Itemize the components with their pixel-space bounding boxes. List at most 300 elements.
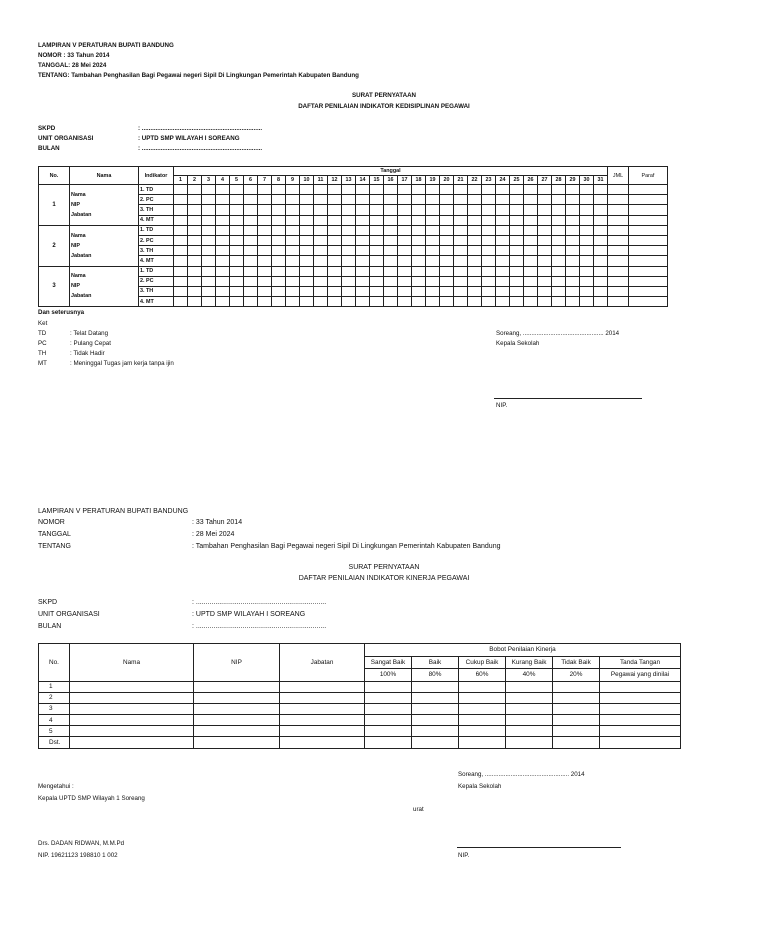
entry-cell[interactable] (384, 256, 398, 266)
entry-cell[interactable] (608, 195, 629, 205)
entry-cell[interactable] (342, 185, 356, 195)
entry-cell[interactable] (440, 195, 454, 205)
entry-cell[interactable] (629, 185, 668, 195)
entry-cell[interactable] (482, 225, 496, 235)
entry-cell[interactable] (216, 297, 230, 307)
entry-cell[interactable] (300, 297, 314, 307)
entry-cell[interactable] (468, 215, 482, 225)
entry-cell[interactable] (524, 215, 538, 225)
entry-cell[interactable] (412, 266, 426, 276)
entry-cell[interactable] (552, 185, 566, 195)
entry-cell[interactable] (629, 235, 668, 245)
entry-cell[interactable] (272, 235, 286, 245)
entry-cell[interactable] (580, 297, 594, 307)
entry-cell[interactable] (230, 256, 244, 266)
entry-cell[interactable] (286, 266, 300, 276)
entry-cell[interactable] (202, 235, 216, 245)
entry-cell[interactable] (552, 246, 566, 256)
entry-cell[interactable] (258, 235, 272, 245)
entry-cell[interactable] (244, 256, 258, 266)
entry-cell[interactable] (468, 256, 482, 266)
entry-cell[interactable] (272, 205, 286, 215)
entry-cell[interactable] (580, 205, 594, 215)
entry-cell[interactable] (370, 276, 384, 286)
entry-cell[interactable] (468, 297, 482, 307)
entry-cell[interactable] (314, 256, 328, 266)
entry-cell[interactable] (216, 225, 230, 235)
entry-cell[interactable] (230, 297, 244, 307)
entry-cell[interactable] (496, 215, 510, 225)
entry-cell[interactable] (412, 215, 426, 225)
entry-cell[interactable] (608, 256, 629, 266)
entry-cell[interactable] (552, 256, 566, 266)
entry-cell[interactable] (342, 266, 356, 276)
entry-cell[interactable] (608, 225, 629, 235)
entry-cell[interactable] (553, 692, 600, 703)
entry-cell[interactable] (328, 266, 342, 276)
entry-cell[interactable] (384, 276, 398, 286)
entry-cell[interactable] (258, 195, 272, 205)
entry-cell[interactable] (468, 276, 482, 286)
entry-cell[interactable] (342, 286, 356, 296)
entry-cell[interactable] (300, 276, 314, 286)
entry-cell[interactable] (594, 256, 608, 266)
entry-cell[interactable] (384, 266, 398, 276)
entry-cell[interactable] (258, 276, 272, 286)
entry-cell[interactable] (174, 256, 188, 266)
entry-cell[interactable] (272, 286, 286, 296)
entry-cell[interactable] (538, 235, 552, 245)
entry-cell[interactable] (398, 195, 412, 205)
entry-cell[interactable] (412, 692, 459, 703)
entry-cell[interactable] (496, 276, 510, 286)
entry-cell[interactable] (174, 297, 188, 307)
entry-cell[interactable] (629, 276, 668, 286)
entry-cell[interactable] (552, 215, 566, 225)
entry-cell[interactable] (412, 737, 459, 748)
entry-cell[interactable] (538, 246, 552, 256)
entry-cell[interactable] (594, 297, 608, 307)
entry-cell[interactable] (566, 297, 580, 307)
entry-cell[interactable] (202, 246, 216, 256)
entry-cell[interactable] (398, 215, 412, 225)
entry-cell[interactable] (524, 246, 538, 256)
entry-cell[interactable] (216, 195, 230, 205)
entry-cell[interactable] (365, 726, 412, 737)
entry-cell[interactable] (426, 276, 440, 286)
entry-cell[interactable] (314, 205, 328, 215)
entry-cell[interactable] (384, 205, 398, 215)
entry-cell[interactable] (356, 256, 370, 266)
entry-cell[interactable] (538, 297, 552, 307)
entry-cell[interactable] (244, 225, 258, 235)
entry-cell[interactable] (356, 266, 370, 276)
entry-cell[interactable] (328, 185, 342, 195)
entry-cell[interactable] (600, 681, 681, 692)
entry-cell[interactable] (202, 225, 216, 235)
entry-cell[interactable] (188, 205, 202, 215)
entry-cell[interactable] (314, 246, 328, 256)
entry-cell[interactable] (580, 195, 594, 205)
entry-cell[interactable] (426, 205, 440, 215)
entry-cell[interactable] (370, 286, 384, 296)
entry-cell[interactable] (580, 266, 594, 276)
entry-cell[interactable] (454, 266, 468, 276)
entry-cell[interactable] (600, 726, 681, 737)
entry-cell[interactable] (629, 225, 668, 235)
entry-cell[interactable] (594, 266, 608, 276)
entry-cell[interactable] (258, 185, 272, 195)
entry-cell[interactable] (552, 286, 566, 296)
entry-cell[interactable] (482, 246, 496, 256)
entry-cell[interactable] (70, 692, 194, 703)
entry-cell[interactable] (608, 266, 629, 276)
entry-cell[interactable] (524, 297, 538, 307)
entry-cell[interactable] (286, 225, 300, 235)
entry-cell[interactable] (566, 276, 580, 286)
entry-cell[interactable] (496, 297, 510, 307)
entry-cell[interactable] (328, 235, 342, 245)
entry-cell[interactable] (440, 276, 454, 286)
entry-cell[interactable] (510, 246, 524, 256)
entry-cell[interactable] (194, 681, 280, 692)
entry-cell[interactable] (594, 225, 608, 235)
entry-cell[interactable] (412, 225, 426, 235)
entry-cell[interactable] (300, 266, 314, 276)
entry-cell[interactable] (454, 225, 468, 235)
entry-cell[interactable] (272, 225, 286, 235)
entry-cell[interactable] (594, 286, 608, 296)
entry-cell[interactable] (194, 737, 280, 748)
entry-cell[interactable] (258, 246, 272, 256)
entry-cell[interactable] (440, 185, 454, 195)
entry-cell[interactable] (524, 185, 538, 195)
entry-cell[interactable] (300, 286, 314, 296)
entry-cell[interactable] (468, 195, 482, 205)
entry-cell[interactable] (482, 297, 496, 307)
entry-cell[interactable] (188, 256, 202, 266)
entry-cell[interactable] (468, 266, 482, 276)
entry-cell[interactable] (594, 235, 608, 245)
entry-cell[interactable] (608, 286, 629, 296)
entry-cell[interactable] (553, 737, 600, 748)
entry-cell[interactable] (524, 205, 538, 215)
entry-cell[interactable] (188, 235, 202, 245)
entry-cell[interactable] (459, 703, 506, 714)
entry-cell[interactable] (566, 235, 580, 245)
entry-cell[interactable] (538, 185, 552, 195)
entry-cell[interactable] (230, 205, 244, 215)
entry-cell[interactable] (580, 256, 594, 266)
entry-cell[interactable] (552, 225, 566, 235)
entry-cell[interactable] (202, 286, 216, 296)
entry-cell[interactable] (216, 215, 230, 225)
entry-cell[interactable] (70, 737, 194, 748)
entry-cell[interactable] (459, 726, 506, 737)
entry-cell[interactable] (506, 715, 553, 726)
entry-cell[interactable] (566, 286, 580, 296)
entry-cell[interactable] (280, 703, 365, 714)
entry-cell[interactable] (553, 681, 600, 692)
entry-cell[interactable] (510, 205, 524, 215)
entry-cell[interactable] (538, 205, 552, 215)
entry-cell[interactable] (300, 246, 314, 256)
entry-cell[interactable] (412, 703, 459, 714)
entry-cell[interactable] (70, 726, 194, 737)
entry-cell[interactable] (524, 235, 538, 245)
entry-cell[interactable] (342, 256, 356, 266)
entry-cell[interactable] (440, 215, 454, 225)
entry-cell[interactable] (328, 297, 342, 307)
entry-cell[interactable] (70, 681, 194, 692)
entry-cell[interactable] (398, 235, 412, 245)
entry-cell[interactable] (188, 215, 202, 225)
entry-cell[interactable] (454, 286, 468, 296)
entry-cell[interactable] (412, 276, 426, 286)
entry-cell[interactable] (384, 286, 398, 296)
entry-cell[interactable] (370, 205, 384, 215)
entry-cell[interactable] (216, 286, 230, 296)
entry-cell[interactable] (608, 246, 629, 256)
entry-cell[interactable] (216, 235, 230, 245)
entry-cell[interactable] (384, 215, 398, 225)
entry-cell[interactable] (412, 256, 426, 266)
entry-cell[interactable] (412, 726, 459, 737)
entry-cell[interactable] (244, 215, 258, 225)
entry-cell[interactable] (459, 737, 506, 748)
entry-cell[interactable] (188, 266, 202, 276)
entry-cell[interactable] (328, 256, 342, 266)
entry-cell[interactable] (272, 297, 286, 307)
entry-cell[interactable] (188, 225, 202, 235)
entry-cell[interactable] (216, 205, 230, 215)
entry-cell[interactable] (552, 266, 566, 276)
entry-cell[interactable] (314, 276, 328, 286)
entry-cell[interactable] (202, 266, 216, 276)
entry-cell[interactable] (272, 276, 286, 286)
entry-cell[interactable] (365, 715, 412, 726)
entry-cell[interactable] (426, 256, 440, 266)
entry-cell[interactable] (426, 235, 440, 245)
entry-cell[interactable] (398, 185, 412, 195)
entry-cell[interactable] (384, 185, 398, 195)
entry-cell[interactable] (398, 246, 412, 256)
entry-cell[interactable] (300, 235, 314, 245)
entry-cell[interactable] (510, 286, 524, 296)
entry-cell[interactable] (370, 235, 384, 245)
entry-cell[interactable] (398, 286, 412, 296)
entry-cell[interactable] (426, 195, 440, 205)
entry-cell[interactable] (398, 276, 412, 286)
entry-cell[interactable] (524, 195, 538, 205)
entry-cell[interactable] (216, 256, 230, 266)
entry-cell[interactable] (594, 276, 608, 286)
entry-cell[interactable] (174, 276, 188, 286)
entry-cell[interactable] (459, 692, 506, 703)
entry-cell[interactable] (566, 256, 580, 266)
entry-cell[interactable] (356, 225, 370, 235)
entry-cell[interactable] (258, 256, 272, 266)
entry-cell[interactable] (398, 266, 412, 276)
entry-cell[interactable] (454, 276, 468, 286)
entry-cell[interactable] (258, 286, 272, 296)
entry-cell[interactable] (370, 215, 384, 225)
entry-cell[interactable] (342, 246, 356, 256)
entry-cell[interactable] (580, 225, 594, 235)
entry-cell[interactable] (194, 692, 280, 703)
entry-cell[interactable] (174, 266, 188, 276)
entry-cell[interactable] (412, 286, 426, 296)
entry-cell[interactable] (314, 235, 328, 245)
entry-cell[interactable] (600, 737, 681, 748)
entry-cell[interactable] (356, 185, 370, 195)
entry-cell[interactable] (194, 715, 280, 726)
entry-cell[interactable] (538, 215, 552, 225)
entry-cell[interactable] (70, 715, 194, 726)
entry-cell[interactable] (174, 235, 188, 245)
entry-cell[interactable] (328, 225, 342, 235)
entry-cell[interactable] (426, 266, 440, 276)
entry-cell[interactable] (506, 692, 553, 703)
entry-cell[interactable] (398, 256, 412, 266)
entry-cell[interactable] (244, 266, 258, 276)
entry-cell[interactable] (272, 256, 286, 266)
entry-cell[interactable] (524, 276, 538, 286)
entry-cell[interactable] (482, 256, 496, 266)
entry-cell[interactable] (202, 195, 216, 205)
entry-cell[interactable] (412, 235, 426, 245)
entry-cell[interactable] (440, 205, 454, 215)
entry-cell[interactable] (174, 225, 188, 235)
entry-cell[interactable] (286, 205, 300, 215)
entry-cell[interactable] (510, 266, 524, 276)
entry-cell[interactable] (600, 715, 681, 726)
entry-cell[interactable] (370, 266, 384, 276)
entry-cell[interactable] (244, 235, 258, 245)
entry-cell[interactable] (496, 266, 510, 276)
entry-cell[interactable] (566, 225, 580, 235)
entry-cell[interactable] (258, 225, 272, 235)
entry-cell[interactable] (286, 297, 300, 307)
entry-cell[interactable] (216, 246, 230, 256)
entry-cell[interactable] (440, 246, 454, 256)
entry-cell[interactable] (412, 681, 459, 692)
entry-cell[interactable] (216, 276, 230, 286)
entry-cell[interactable] (272, 266, 286, 276)
entry-cell[interactable] (286, 215, 300, 225)
entry-cell[interactable] (384, 297, 398, 307)
entry-cell[interactable] (194, 703, 280, 714)
entry-cell[interactable] (328, 286, 342, 296)
entry-cell[interactable] (412, 715, 459, 726)
entry-cell[interactable] (510, 225, 524, 235)
entry-cell[interactable] (608, 215, 629, 225)
entry-cell[interactable] (459, 715, 506, 726)
entry-cell[interactable] (342, 276, 356, 286)
entry-cell[interactable] (230, 185, 244, 195)
entry-cell[interactable] (482, 195, 496, 205)
entry-cell[interactable] (188, 195, 202, 205)
entry-cell[interactable] (594, 215, 608, 225)
entry-cell[interactable] (365, 703, 412, 714)
entry-cell[interactable] (600, 703, 681, 714)
entry-cell[interactable] (440, 225, 454, 235)
entry-cell[interactable] (280, 715, 365, 726)
entry-cell[interactable] (553, 703, 600, 714)
entry-cell[interactable] (188, 276, 202, 286)
entry-cell[interactable] (286, 276, 300, 286)
entry-cell[interactable] (174, 286, 188, 296)
entry-cell[interactable] (468, 225, 482, 235)
entry-cell[interactable] (272, 195, 286, 205)
entry-cell[interactable] (365, 681, 412, 692)
entry-cell[interactable] (230, 215, 244, 225)
entry-cell[interactable] (216, 185, 230, 195)
entry-cell[interactable] (510, 256, 524, 266)
entry-cell[interactable] (230, 266, 244, 276)
entry-cell[interactable] (496, 225, 510, 235)
entry-cell[interactable] (300, 256, 314, 266)
entry-cell[interactable] (506, 726, 553, 737)
entry-cell[interactable] (384, 225, 398, 235)
entry-cell[interactable] (566, 185, 580, 195)
entry-cell[interactable] (286, 256, 300, 266)
entry-cell[interactable] (538, 286, 552, 296)
entry-cell[interactable] (244, 195, 258, 205)
entry-cell[interactable] (524, 266, 538, 276)
entry-cell[interactable] (552, 276, 566, 286)
entry-cell[interactable] (566, 215, 580, 225)
entry-cell[interactable] (314, 266, 328, 276)
entry-cell[interactable] (188, 286, 202, 296)
entry-cell[interactable] (230, 276, 244, 286)
entry-cell[interactable] (594, 195, 608, 205)
entry-cell[interactable] (629, 266, 668, 276)
entry-cell[interactable] (459, 681, 506, 692)
entry-cell[interactable] (608, 297, 629, 307)
entry-cell[interactable] (328, 246, 342, 256)
entry-cell[interactable] (356, 276, 370, 286)
entry-cell[interactable] (342, 235, 356, 245)
entry-cell[interactable] (365, 692, 412, 703)
entry-cell[interactable] (370, 297, 384, 307)
entry-cell[interactable] (524, 286, 538, 296)
entry-cell[interactable] (482, 276, 496, 286)
entry-cell[interactable] (216, 266, 230, 276)
entry-cell[interactable] (356, 195, 370, 205)
entry-cell[interactable] (342, 297, 356, 307)
entry-cell[interactable] (174, 215, 188, 225)
entry-cell[interactable] (356, 215, 370, 225)
entry-cell[interactable] (258, 205, 272, 215)
entry-cell[interactable] (566, 266, 580, 276)
entry-cell[interactable] (426, 286, 440, 296)
entry-cell[interactable] (454, 185, 468, 195)
entry-cell[interactable] (553, 715, 600, 726)
entry-cell[interactable] (244, 246, 258, 256)
entry-cell[interactable] (468, 235, 482, 245)
entry-cell[interactable] (286, 195, 300, 205)
entry-cell[interactable] (496, 246, 510, 256)
entry-cell[interactable] (552, 195, 566, 205)
entry-cell[interactable] (300, 195, 314, 205)
entry-cell[interactable] (314, 225, 328, 235)
entry-cell[interactable] (202, 297, 216, 307)
entry-cell[interactable] (188, 185, 202, 195)
entry-cell[interactable] (412, 185, 426, 195)
entry-cell[interactable] (440, 256, 454, 266)
entry-cell[interactable] (258, 266, 272, 276)
